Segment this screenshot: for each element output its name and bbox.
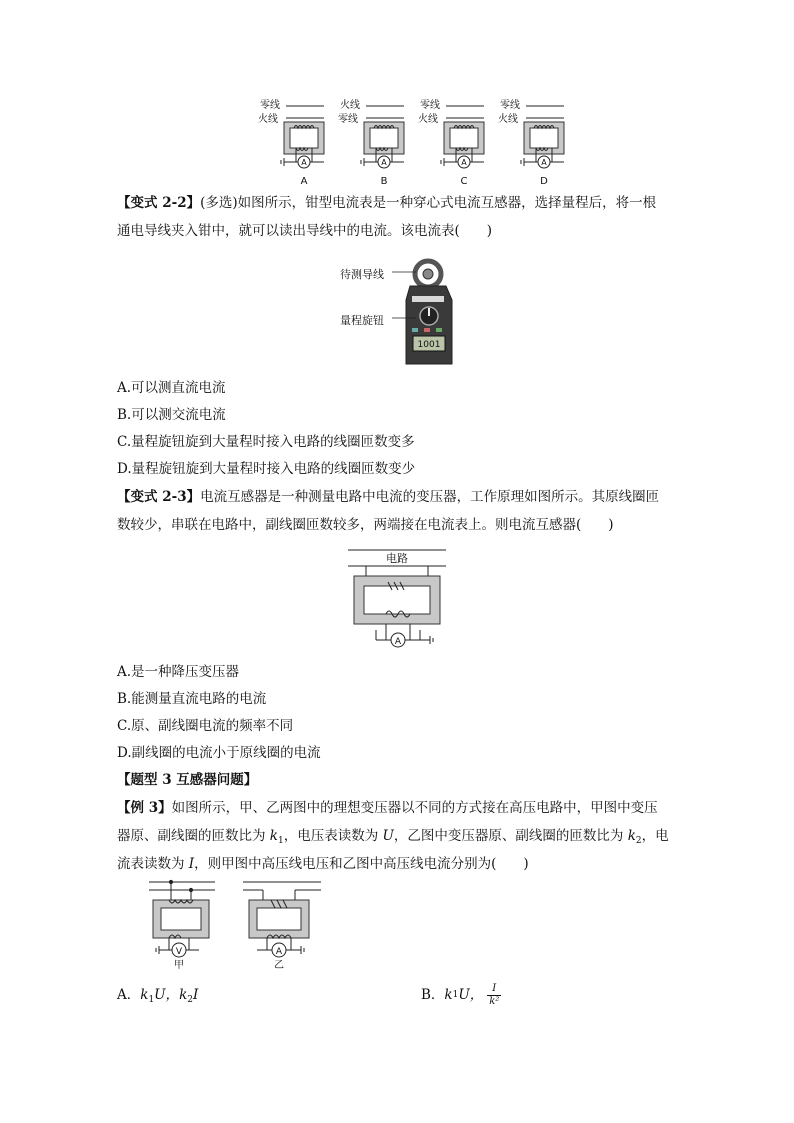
ex3-line3-b: ，则甲图中高压线电压和乙图中高压线电流分别为( ) [194, 856, 529, 872]
ex3-line2-a: 器原、副线圈的匝数比为 [117, 828, 270, 844]
ex3-opt-b-num: I [487, 983, 501, 996]
ex3-opt-a-k1-sub: 1 [148, 995, 155, 1005]
transformer-options-svg [250, 96, 570, 188]
q22-option-b: B.可以测交流电流 [117, 407, 226, 423]
meter-display-value: 1001 [417, 340, 441, 350]
section3-title: 【题型 3 互感器问题】 [117, 772, 258, 788]
q23-line2: 数较少，串联在电路中，副线圈匝数较多，两端接在电流表上。则电流互感器( ) [117, 517, 614, 533]
ex3-line2-d: ，电 [641, 828, 669, 844]
ex3-line1 [117, 798, 658, 818]
current-transformer-svg [346, 546, 448, 652]
option-ammeter-label: A [541, 158, 547, 167]
q22-prefix: 【变式 2-2】 [117, 195, 201, 211]
wire-under-test [423, 269, 433, 279]
option-line-label-bottom: 火线 [258, 114, 278, 125]
ex3-line2-b: ，电压表读数为 [283, 828, 383, 844]
ex3-opt-b-label: B． [421, 987, 445, 1003]
yi-label: 乙 [274, 960, 284, 970]
option-ammeter-label: A [461, 158, 467, 167]
ex3-k2: k [627, 828, 636, 844]
transformer-options-figure [250, 96, 570, 188]
option-letter: C [460, 176, 468, 187]
option-letter: A [300, 176, 308, 187]
ammeter-label: A [394, 637, 402, 647]
ex3-line2-c: ，乙图中变压器原、副线圈的匝数比为 [393, 828, 628, 844]
jia-label: 甲 [174, 960, 184, 970]
ex3-prefix: 【例 3】 [117, 800, 172, 816]
meter-brand-strip [412, 296, 444, 302]
ex3-opt-a-i: I [192, 987, 199, 1003]
option-a-diagram [258, 98, 324, 187]
q22-option-c: C.量程旋钮旋到大量程时接入电路的线圈匝数变多 [117, 434, 415, 450]
ex3-u: U [382, 828, 394, 844]
option-ammeter-label: A [381, 158, 387, 167]
option-line-label-top: 零线 [500, 100, 520, 111]
ex3-opt-a-k2-sub: 2 [187, 995, 193, 1005]
yi-circuit [243, 882, 321, 970]
ex3-k1: k [269, 828, 278, 844]
current-transformer-figure [346, 546, 448, 652]
ex3-opt-b-fraction [487, 983, 501, 1008]
q22-text1: (多选)如图所示，钳型电流表是一种穿心式电流互感器，选择量程后，将一根 [200, 195, 657, 211]
option-line-label-bottom: 零线 [338, 114, 358, 125]
ex3-opt-b-u: U， [458, 987, 484, 1003]
q22-line2: 通电导线夹入钳中，就可以读出导线中的电流。该电流表( ) [117, 223, 493, 239]
jia-yi-svg [145, 878, 325, 970]
ex3-line3 [117, 854, 529, 874]
option-ammeter-label: A [301, 158, 307, 167]
ex3-opt-b-k1-sub: 1 [452, 990, 459, 1000]
q23-option-a: A.是一种降压变压器 [117, 664, 240, 680]
option-line-label-bottom: 火线 [498, 114, 518, 125]
ammeter-label-yi: A [275, 947, 283, 957]
label-wire-under-test: 待测导线 [340, 268, 384, 281]
ex3-option-a [117, 985, 198, 1010]
ex3-opt-a-label: A． [117, 987, 141, 1003]
option-b-diagram [338, 98, 404, 187]
ex3-text1: 如图所示，甲、乙两图中的理想变压器以不同的方式接在高压电路中，甲图中变压 [171, 800, 658, 816]
q23-text1: 电流互感器是一种测量电路中电流的变压器，工作原理如图所示。其原线圈匝 [200, 489, 660, 505]
q23-prefix: 【变式 2-3】 [117, 489, 201, 505]
ex3-opt-a-k1: k [140, 987, 149, 1003]
option-c-diagram [418, 98, 484, 187]
option-d-diagram [498, 98, 564, 187]
q22-line1 [117, 193, 656, 213]
q22-option-d: D.量程旋钮旋到大量程时接入电路的线圈匝数变少 [117, 461, 416, 477]
option-line-label-top: 零线 [260, 100, 280, 111]
ex3-option-b [421, 979, 501, 1011]
ex3-opt-b-k1: k [444, 987, 453, 1003]
jia-yi-figure [145, 878, 325, 970]
option-letter: B [380, 176, 388, 187]
ex3-opt-a-u: U， [154, 987, 180, 1003]
q23-option-c: C.原、副线圈电流的频率不同 [117, 718, 294, 734]
q22-option-a: A.可以测直流电流 [117, 380, 226, 396]
option-letter: D [540, 176, 548, 187]
ex3-k2-sub: 2 [635, 836, 642, 846]
label-range-knob: 量程旋钮 [340, 314, 384, 327]
ex3-i: I [188, 856, 195, 872]
ex3-opt-a-k2: k [179, 987, 188, 1003]
option-line-label-top: 火线 [340, 100, 360, 111]
q23-line1 [117, 487, 659, 507]
q23-option-d: D.副线圈的电流小于原线圈的电流 [117, 745, 321, 761]
q23-option-b: B.能测量直流电路的电流 [117, 691, 267, 707]
ex3-line3-a: 流表读数为 [117, 856, 189, 872]
ex3-opt-b-den: k² [489, 995, 500, 1007]
ex3-k1-sub: 1 [277, 836, 284, 846]
option-line-label-bottom: 火线 [418, 114, 438, 125]
option-line-label-top: 零线 [420, 100, 440, 111]
clamp-meter-figure [340, 256, 470, 368]
jia-circuit [149, 880, 215, 970]
circuit-label: 电路 [386, 552, 408, 565]
ex3-line2 [117, 826, 669, 851]
voltmeter-label: V [175, 947, 183, 957]
